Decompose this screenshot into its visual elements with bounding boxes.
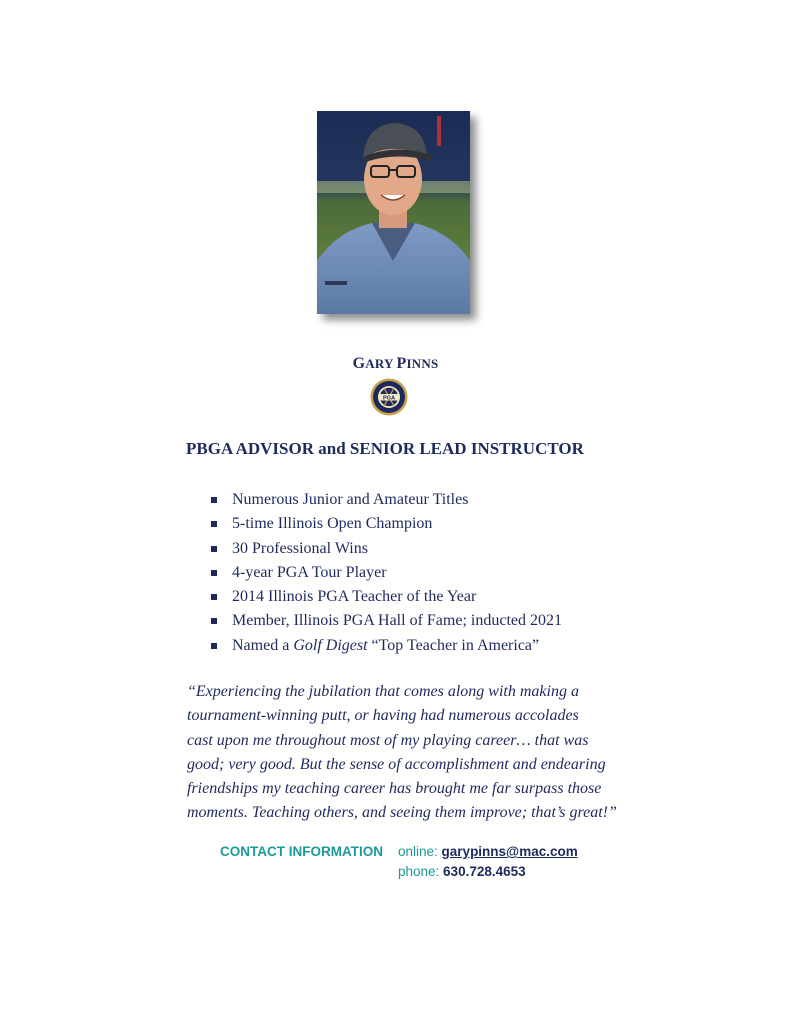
testimonial-quote: [187, 680, 687, 826]
list-item: Named a Golf Digest “Top Teacher in America”: [210, 634, 562, 658]
quote-line: cast upon me throughout most of my playing career… that was: [187, 731, 589, 749]
pga-seal-logo: [370, 378, 408, 416]
quote-line: tournament-winning putt, or having had numerous accolades: [187, 707, 579, 725]
contact-phone-row: [398, 864, 526, 879]
email-link[interactable]: garypinns@mac.com: [441, 844, 578, 859]
list-item: Numerous Junior and Amateur Titles: [210, 488, 562, 512]
role-headline: PBGA ADVISOR and SENIOR LEAD INSTRUCTOR: [186, 439, 584, 458]
list-item: 4-year PGA Tour Player: [210, 561, 562, 585]
phone-label: phone:: [398, 864, 444, 879]
list-item: 30 Professional Wins: [210, 537, 562, 561]
phone-number: 630.728.4653: [443, 864, 526, 879]
list-item: 5-time Illinois Open Champion: [210, 512, 562, 536]
contact-heading: CONTACT INFORMATION: [220, 844, 383, 859]
portrait-illustration: [317, 111, 470, 314]
quote-line: “Experiencing the jubilation that comes along with making a: [187, 683, 579, 700]
quote-line: good; very good. But the sense of accomplishment and endearing: [187, 755, 606, 773]
quote-line: moments. Teaching others, and seeing them improve; that’s great!”: [187, 804, 617, 822]
quote-line: friendships my teaching career has brought me far surpass those: [187, 780, 602, 798]
contact-email-row: [398, 844, 578, 859]
person-name: GARY PINNS: [352, 355, 439, 372]
pga-seal-icon: [370, 378, 408, 416]
list-item: Member, Illinois PGA Hall of Fame; inducted 2021: [210, 609, 562, 633]
portrait-photo: [317, 111, 470, 314]
svg-text:PGA: PGA: [382, 395, 396, 402]
achievements-list: [210, 488, 562, 658]
email-label: online:: [398, 844, 442, 859]
list-item: 2014 Illinois PGA Teacher of the Year: [210, 585, 562, 609]
